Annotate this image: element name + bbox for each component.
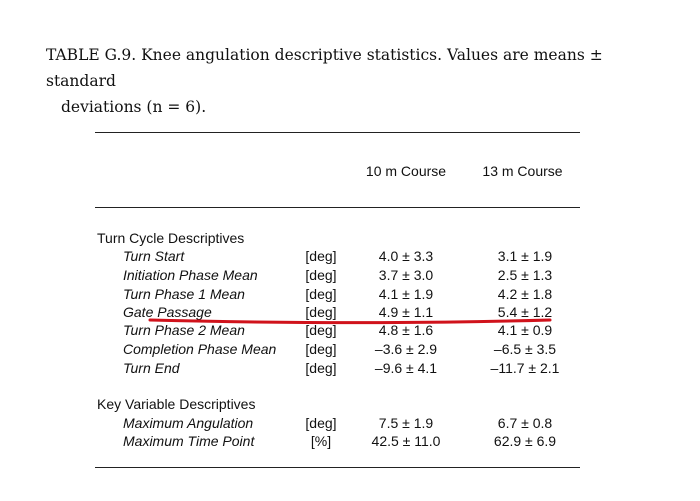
table-header-rule — [95, 207, 580, 208]
row-value-13m: 6.7 ± 0.8 — [497, 415, 553, 431]
row-unit: [deg] — [305, 322, 337, 338]
caption-line-2: deviations (n = 6). — [61, 98, 207, 116]
row-value-10m: 4.1 ± 1.9 — [378, 286, 434, 302]
table-top-rule — [95, 132, 580, 133]
row-value-10m: 7.5 ± 1.9 — [378, 415, 434, 431]
table-row — [0, 360, 700, 379]
row-value-13m: –6.5 ± 3.5 — [493, 341, 557, 357]
table-row — [0, 341, 700, 360]
table-row — [0, 433, 700, 452]
row-unit: [%] — [310, 433, 332, 449]
red-underline-annotation — [150, 318, 550, 324]
row-value-13m: 62.9 ± 6.9 — [493, 433, 557, 449]
row-label: Turn End — [123, 360, 180, 376]
row-unit: [deg] — [305, 341, 337, 357]
row-value-10m: 42.5 ± 11.0 — [371, 433, 441, 449]
row-label: Maximum Angulation — [123, 415, 254, 431]
table-row — [0, 322, 700, 341]
row-value-10m: 4.8 ± 1.6 — [378, 322, 434, 338]
row-value-13m: 5.4 ± 1.2 — [497, 304, 553, 320]
row-value-13m: 3.1 ± 1.9 — [497, 248, 553, 264]
row-label: Turn Start — [123, 248, 185, 264]
row-label: Maximum Time Point — [123, 433, 255, 449]
row-unit: [deg] — [305, 286, 337, 302]
row-unit: [deg] — [305, 360, 337, 376]
table-row — [0, 286, 700, 305]
table-row — [0, 267, 700, 286]
row-value-10m: 4.9 ± 1.1 — [378, 304, 434, 320]
column-header-13m: 13 m Course — [482, 163, 563, 179]
row-unit: [deg] — [305, 267, 337, 283]
column-header-10m: 10 m Course — [365, 163, 447, 179]
row-label: Completion Phase Mean — [123, 341, 277, 357]
row-value-13m: 2.5 ± 1.3 — [497, 267, 553, 283]
row-value-10m: 4.0 ± 3.3 — [378, 248, 434, 264]
row-unit: [deg] — [305, 304, 337, 320]
row-label: Turn Phase 2 Mean — [123, 322, 245, 338]
section-title-turn-cycle: Turn Cycle Descriptives — [97, 230, 245, 246]
row-value-13m: –11.7 ± 2.1 — [490, 360, 560, 376]
table-caption — [46, 42, 646, 120]
section-title-key-variable: Key Variable Descriptives — [97, 396, 256, 412]
row-label: Turn Phase 1 Mean — [123, 286, 245, 302]
table-row — [0, 248, 700, 267]
table-bottom-rule — [95, 467, 580, 468]
row-value-10m: –9.6 ± 4.1 — [374, 360, 438, 376]
table-row — [0, 415, 700, 434]
row-value-13m: 4.1 ± 0.9 — [497, 322, 553, 338]
row-value-10m: –3.6 ± 2.9 — [374, 341, 438, 357]
row-label: Initiation Phase Mean — [123, 267, 258, 283]
row-unit: [deg] — [305, 415, 337, 431]
row-value-10m: 3.7 ± 3.0 — [378, 267, 434, 283]
row-value-13m: 4.2 ± 1.8 — [497, 286, 553, 302]
row-label: Gate Passage — [123, 304, 212, 320]
caption-line-1: TABLE G.9. Knee angulation descriptive statistics. Values are means ± standard — [46, 46, 603, 90]
row-unit: [deg] — [305, 248, 337, 264]
